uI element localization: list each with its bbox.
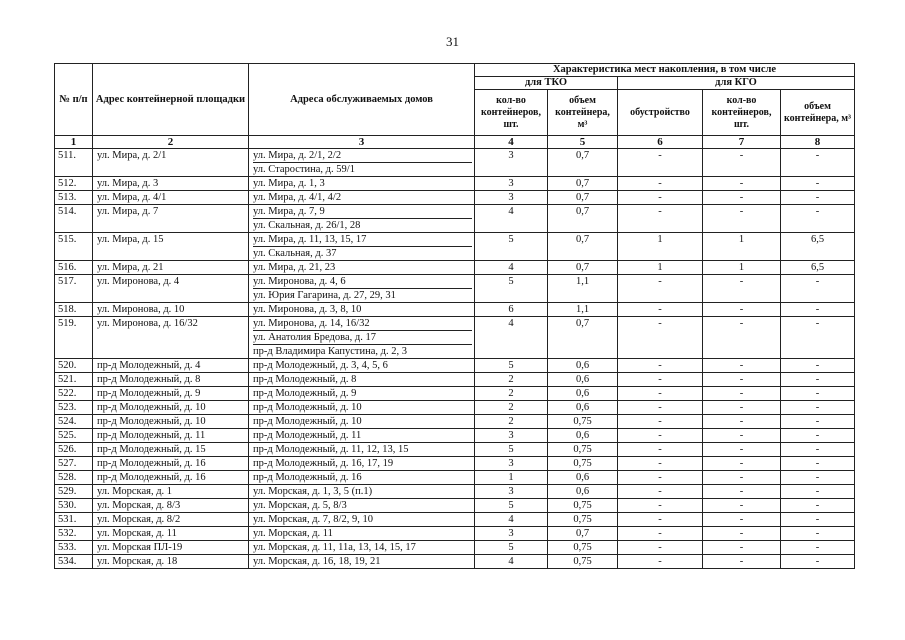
house-address: ул. Анатолия Бредова, д. 17 xyxy=(253,330,472,344)
value-c4: 4 xyxy=(475,261,548,275)
table-row xyxy=(55,373,855,387)
site-address: пр-д Молодежный, д. 15 xyxy=(93,443,249,457)
table-row xyxy=(55,205,855,233)
value-c7: - xyxy=(703,485,781,499)
served-houses xyxy=(249,555,475,569)
value-c4: 4 xyxy=(475,317,548,359)
house-address: ул. Морская, д. 16, 18, 19, 21 xyxy=(253,556,381,567)
site-address: ул. Миронова, д. 16/32 xyxy=(93,317,249,359)
table-row xyxy=(55,485,855,499)
row-number: 528. xyxy=(55,471,93,485)
row-number: 517. xyxy=(55,275,93,303)
row-number: 521. xyxy=(55,373,93,387)
value-c8: - xyxy=(781,513,855,527)
value-c5: 0,7 xyxy=(548,177,618,191)
served-houses xyxy=(249,275,475,303)
site-address: пр-д Молодежный, д. 4 xyxy=(93,359,249,373)
house-address: ул. Морская, д. 1, 3, 5 (п.1) xyxy=(253,486,373,497)
value-c7: - xyxy=(703,415,781,429)
site-address: пр-д Молодежный, д. 11 xyxy=(93,429,249,443)
value-c6: - xyxy=(618,541,703,555)
site-address: пр-д Молодежный, д. 8 xyxy=(93,373,249,387)
site-address: ул. Морская, д. 8/2 xyxy=(93,513,249,527)
house-address: пр-д Молодежный, д. 16, 17, 19 xyxy=(253,458,394,469)
served-houses xyxy=(249,443,475,457)
col-number: 4 xyxy=(475,136,548,149)
value-c6: - xyxy=(618,401,703,415)
header-tko-count: кол-во контейнеров, шт. xyxy=(475,90,548,136)
row-number: 519. xyxy=(55,317,93,359)
served-houses xyxy=(249,359,475,373)
value-c7: - xyxy=(703,527,781,541)
page-number: 31 xyxy=(446,34,459,49)
value-c8: - xyxy=(781,317,855,359)
served-houses xyxy=(249,387,475,401)
value-c5: 0,7 xyxy=(548,527,618,541)
header-equipment: обустройство xyxy=(618,90,703,136)
value-c5: 0,6 xyxy=(548,387,618,401)
table-row xyxy=(55,275,855,303)
value-c6: - xyxy=(618,429,703,443)
value-c7: - xyxy=(703,387,781,401)
row-number: 518. xyxy=(55,303,93,317)
table-row xyxy=(55,457,855,471)
value-c6: 1 xyxy=(618,261,703,275)
site-address: ул. Мира, д. 2/1 xyxy=(93,149,249,177)
value-c8: - xyxy=(781,499,855,513)
house-address: ул. Мира, д. 21, 23 xyxy=(253,262,336,273)
header-kgo-count: кол-во контейнеров, шт. xyxy=(703,90,781,136)
value-c4: 3 xyxy=(475,527,548,541)
value-c4: 4 xyxy=(475,205,548,233)
site-address: ул. Морская ПЛ-19 xyxy=(93,541,249,555)
value-c6: - xyxy=(618,317,703,359)
house-address: пр-д Молодежный, д. 16 xyxy=(253,472,362,483)
value-c6: - xyxy=(618,177,703,191)
served-houses xyxy=(249,261,475,275)
value-c6: - xyxy=(618,387,703,401)
value-c4: 3 xyxy=(475,149,548,177)
site-address: ул. Морская, д. 8/3 xyxy=(93,499,249,513)
value-c5: 0,75 xyxy=(548,443,618,457)
value-c8: 6,5 xyxy=(781,261,855,275)
house-address: ул. Морская, д. 7, 8/2, 9, 10 xyxy=(253,514,373,525)
house-address: ул. Старостина, д. 59/1 xyxy=(253,162,472,176)
house-address: ул. Миронова, д. 4, 6 xyxy=(253,276,346,287)
table-row xyxy=(55,233,855,261)
served-houses xyxy=(249,205,475,233)
served-houses xyxy=(249,415,475,429)
site-address: ул. Мира, д. 7 xyxy=(93,205,249,233)
value-c4: 5 xyxy=(475,443,548,457)
value-c8: - xyxy=(781,191,855,205)
table-row xyxy=(55,415,855,429)
value-c6: - xyxy=(618,415,703,429)
row-number: 513. xyxy=(55,191,93,205)
value-c8: - xyxy=(781,401,855,415)
value-c5: 0,75 xyxy=(548,415,618,429)
value-c8: - xyxy=(781,149,855,177)
served-houses xyxy=(249,149,475,177)
value-c4: 2 xyxy=(475,373,548,387)
house-address: ул. Мира, д. 4/1, 4/2 xyxy=(253,192,342,203)
row-number: 527. xyxy=(55,457,93,471)
table-row xyxy=(55,429,855,443)
served-houses xyxy=(249,527,475,541)
site-address: ул. Мира, д. 15 xyxy=(93,233,249,261)
header-tko-volume: объем контейнера, м³ xyxy=(548,90,618,136)
row-number: 514. xyxy=(55,205,93,233)
value-c5: 0,7 xyxy=(548,261,618,275)
value-c5: 0,75 xyxy=(548,457,618,471)
row-number: 522. xyxy=(55,387,93,401)
value-c6: - xyxy=(618,149,703,177)
served-houses xyxy=(249,471,475,485)
value-c7: - xyxy=(703,275,781,303)
site-address: ул. Миронова, д. 10 xyxy=(93,303,249,317)
container-sites-table xyxy=(54,63,855,569)
value-c4: 5 xyxy=(475,359,548,373)
value-c8: - xyxy=(781,387,855,401)
served-houses xyxy=(249,457,475,471)
value-c5: 0,7 xyxy=(548,191,618,205)
table-row xyxy=(55,317,855,359)
column-number-row xyxy=(55,136,855,149)
value-c6: - xyxy=(618,457,703,471)
value-c4: 2 xyxy=(475,401,548,415)
value-c4: 3 xyxy=(475,457,548,471)
value-c5: 0,75 xyxy=(548,541,618,555)
value-c7: - xyxy=(703,303,781,317)
table-row xyxy=(55,527,855,541)
value-c5: 0,6 xyxy=(548,429,618,443)
house-address: пр-д Владимира Капустина, д. 2, 3 xyxy=(253,344,472,358)
row-number: 526. xyxy=(55,443,93,457)
served-houses xyxy=(249,233,475,261)
header-tko: для ТКО xyxy=(475,77,618,90)
value-c6: - xyxy=(618,513,703,527)
house-address: пр-д Молодежный, д. 11 xyxy=(253,430,362,441)
value-c8: - xyxy=(781,443,855,457)
value-c8: - xyxy=(781,555,855,569)
value-c7: - xyxy=(703,373,781,387)
value-c8: - xyxy=(781,205,855,233)
value-c4: 5 xyxy=(475,541,548,555)
house-address: пр-д Молодежный, д. 9 xyxy=(253,388,357,399)
value-c5: 0,7 xyxy=(548,233,618,261)
table-row xyxy=(55,541,855,555)
site-address: ул. Мира, д. 3 xyxy=(93,177,249,191)
value-c8: - xyxy=(781,429,855,443)
value-c5: 0,6 xyxy=(548,471,618,485)
value-c4: 3 xyxy=(475,177,548,191)
row-number: 512. xyxy=(55,177,93,191)
value-c8: - xyxy=(781,415,855,429)
site-address: ул. Мира, д. 4/1 xyxy=(93,191,249,205)
table-row xyxy=(55,499,855,513)
value-c4: 4 xyxy=(475,555,548,569)
value-c6: - xyxy=(618,275,703,303)
value-c5: 0,7 xyxy=(548,149,618,177)
value-c4: 3 xyxy=(475,191,548,205)
served-houses xyxy=(249,429,475,443)
site-address: пр-д Молодежный, д. 16 xyxy=(93,457,249,471)
value-c6: - xyxy=(618,373,703,387)
table-row xyxy=(55,359,855,373)
value-c7: - xyxy=(703,359,781,373)
value-c7: - xyxy=(703,177,781,191)
house-address: ул. Мира, д. 11, 13, 15, 17 xyxy=(253,234,367,245)
value-c7: - xyxy=(703,317,781,359)
site-address: пр-д Молодежный, д. 16 xyxy=(93,471,249,485)
value-c6: - xyxy=(618,499,703,513)
col-number: 6 xyxy=(618,136,703,149)
served-houses xyxy=(249,401,475,415)
value-c5: 0,75 xyxy=(548,499,618,513)
site-address: ул. Морская, д. 1 xyxy=(93,485,249,499)
value-c8: - xyxy=(781,527,855,541)
value-c6: - xyxy=(618,303,703,317)
value-c5: 0,6 xyxy=(548,373,618,387)
value-c8: - xyxy=(781,303,855,317)
house-address: ул. Морская, д. 11, 11а, 13, 14, 15, 17 xyxy=(253,542,416,553)
row-number: 524. xyxy=(55,415,93,429)
value-c5: 0,7 xyxy=(548,205,618,233)
value-c4: 1 xyxy=(475,471,548,485)
col-number: 5 xyxy=(548,136,618,149)
house-address: ул. Скальная, д. 37 xyxy=(253,246,472,260)
value-c5: 0,7 xyxy=(548,317,618,359)
row-number: 520. xyxy=(55,359,93,373)
value-c8: - xyxy=(781,177,855,191)
site-address: ул. Морская, д. 11 xyxy=(93,527,249,541)
served-houses xyxy=(249,317,475,359)
house-address: ул. Миронова, д. 3, 8, 10 xyxy=(253,304,362,315)
value-c7: - xyxy=(703,149,781,177)
house-address: пр-д Молодежный, д. 10 xyxy=(253,416,362,427)
served-houses xyxy=(249,303,475,317)
value-c8: - xyxy=(781,471,855,485)
house-address: пр-д Молодежный, д. 11, 12, 13, 15 xyxy=(253,444,409,455)
header-houses: Адреса обслуживаемых домов xyxy=(249,64,475,136)
value-c5: 1,1 xyxy=(548,303,618,317)
value-c4: 2 xyxy=(475,415,548,429)
table-row xyxy=(55,303,855,317)
value-c4: 5 xyxy=(475,233,548,261)
value-c4: 5 xyxy=(475,275,548,303)
row-number: 531. xyxy=(55,513,93,527)
row-number: 534. xyxy=(55,555,93,569)
row-number: 523. xyxy=(55,401,93,415)
value-c6: - xyxy=(618,485,703,499)
value-c7: - xyxy=(703,191,781,205)
value-c4: 3 xyxy=(475,485,548,499)
value-c7: - xyxy=(703,499,781,513)
house-address: пр-д Молодежный, д. 3, 4, 5, 6 xyxy=(253,360,388,371)
row-number: 533. xyxy=(55,541,93,555)
table-row xyxy=(55,443,855,457)
col-number: 3 xyxy=(249,136,475,149)
value-c7: 1 xyxy=(703,261,781,275)
value-c6: - xyxy=(618,205,703,233)
value-c5: 0,75 xyxy=(548,555,618,569)
value-c4: 3 xyxy=(475,429,548,443)
table-row xyxy=(55,149,855,177)
served-houses xyxy=(249,485,475,499)
site-address: пр-д Молодежный, д. 10 xyxy=(93,415,249,429)
site-address: ул. Морская, д. 18 xyxy=(93,555,249,569)
site-address: ул. Миронова, д. 4 xyxy=(93,275,249,303)
header-site-address: Адрес контейнерной площадки xyxy=(93,64,249,136)
table-row xyxy=(55,177,855,191)
col-number: 8 xyxy=(781,136,855,149)
served-houses xyxy=(249,499,475,513)
value-c7: - xyxy=(703,457,781,471)
value-c4: 4 xyxy=(475,513,548,527)
value-c8: - xyxy=(781,485,855,499)
house-address: пр-д Молодежный, д. 8 xyxy=(253,374,357,385)
value-c7: - xyxy=(703,541,781,555)
site-address: ул. Мира, д. 21 xyxy=(93,261,249,275)
table-row xyxy=(55,555,855,569)
value-c4: 2 xyxy=(475,387,548,401)
col-number: 2 xyxy=(93,136,249,149)
table-row xyxy=(55,513,855,527)
value-c4: 5 xyxy=(475,499,548,513)
value-c4: 6 xyxy=(475,303,548,317)
table-row xyxy=(55,261,855,275)
house-address: ул. Юрия Гагарина, д. 27, 29, 31 xyxy=(253,288,472,302)
value-c6: 1 xyxy=(618,233,703,261)
served-houses xyxy=(249,177,475,191)
value-c6: - xyxy=(618,471,703,485)
table-row xyxy=(55,191,855,205)
value-c8: - xyxy=(781,359,855,373)
value-c6: - xyxy=(618,359,703,373)
row-number: 529. xyxy=(55,485,93,499)
row-number: 525. xyxy=(55,429,93,443)
house-address: ул. Морская, д. 11 xyxy=(253,528,333,539)
value-c7: - xyxy=(703,401,781,415)
served-houses xyxy=(249,513,475,527)
value-c6: - xyxy=(618,527,703,541)
header-characteristics: Характеристика мест накопления, в том числе xyxy=(475,64,855,77)
value-c8: 6,5 xyxy=(781,233,855,261)
value-c7: 1 xyxy=(703,233,781,261)
row-number: 532. xyxy=(55,527,93,541)
value-c8: - xyxy=(781,457,855,471)
house-address: ул. Миронова, д. 14, 16/32 xyxy=(253,318,370,329)
house-address: ул. Мира, д. 7, 9 xyxy=(253,206,325,217)
value-c8: - xyxy=(781,373,855,387)
value-c7: - xyxy=(703,471,781,485)
value-c5: 1,1 xyxy=(548,275,618,303)
value-c7: - xyxy=(703,429,781,443)
col-number: 1 xyxy=(55,136,93,149)
value-c8: - xyxy=(781,541,855,555)
house-address: пр-д Молодежный, д. 10 xyxy=(253,402,362,413)
row-number: 530. xyxy=(55,499,93,513)
value-c7: - xyxy=(703,513,781,527)
value-c6: - xyxy=(618,191,703,205)
site-address: пр-д Молодежный, д. 10 xyxy=(93,401,249,415)
served-houses xyxy=(249,191,475,205)
house-address: ул. Мира, д. 1, 3 xyxy=(253,178,325,189)
value-c8: - xyxy=(781,275,855,303)
value-c5: 0,6 xyxy=(548,401,618,415)
house-address: ул. Морская, д. 5, 8/3 xyxy=(253,500,347,511)
site-address: пр-д Молодежный, д. 9 xyxy=(93,387,249,401)
table-row xyxy=(55,387,855,401)
value-c7: - xyxy=(703,443,781,457)
served-houses xyxy=(249,541,475,555)
row-number: 515. xyxy=(55,233,93,261)
col-number: 7 xyxy=(703,136,781,149)
value-c5: 0,75 xyxy=(548,513,618,527)
table-row xyxy=(55,471,855,485)
row-number: 516. xyxy=(55,261,93,275)
served-houses xyxy=(249,373,475,387)
table-row xyxy=(55,401,855,415)
value-c5: 0,6 xyxy=(548,485,618,499)
header-num: № п/п xyxy=(55,64,93,136)
value-c7: - xyxy=(703,555,781,569)
header-kgo-volume: объем контейнера, м³ xyxy=(781,90,855,136)
house-address: ул. Скальная, д. 26/1, 28 xyxy=(253,218,472,232)
value-c5: 0,6 xyxy=(548,359,618,373)
header-kgo: для КГО xyxy=(618,77,855,90)
value-c7: - xyxy=(703,205,781,233)
row-number: 511. xyxy=(55,149,93,177)
value-c6: - xyxy=(618,443,703,457)
value-c6: - xyxy=(618,555,703,569)
house-address: ул. Мира, д. 2/1, 2/2 xyxy=(253,150,342,161)
